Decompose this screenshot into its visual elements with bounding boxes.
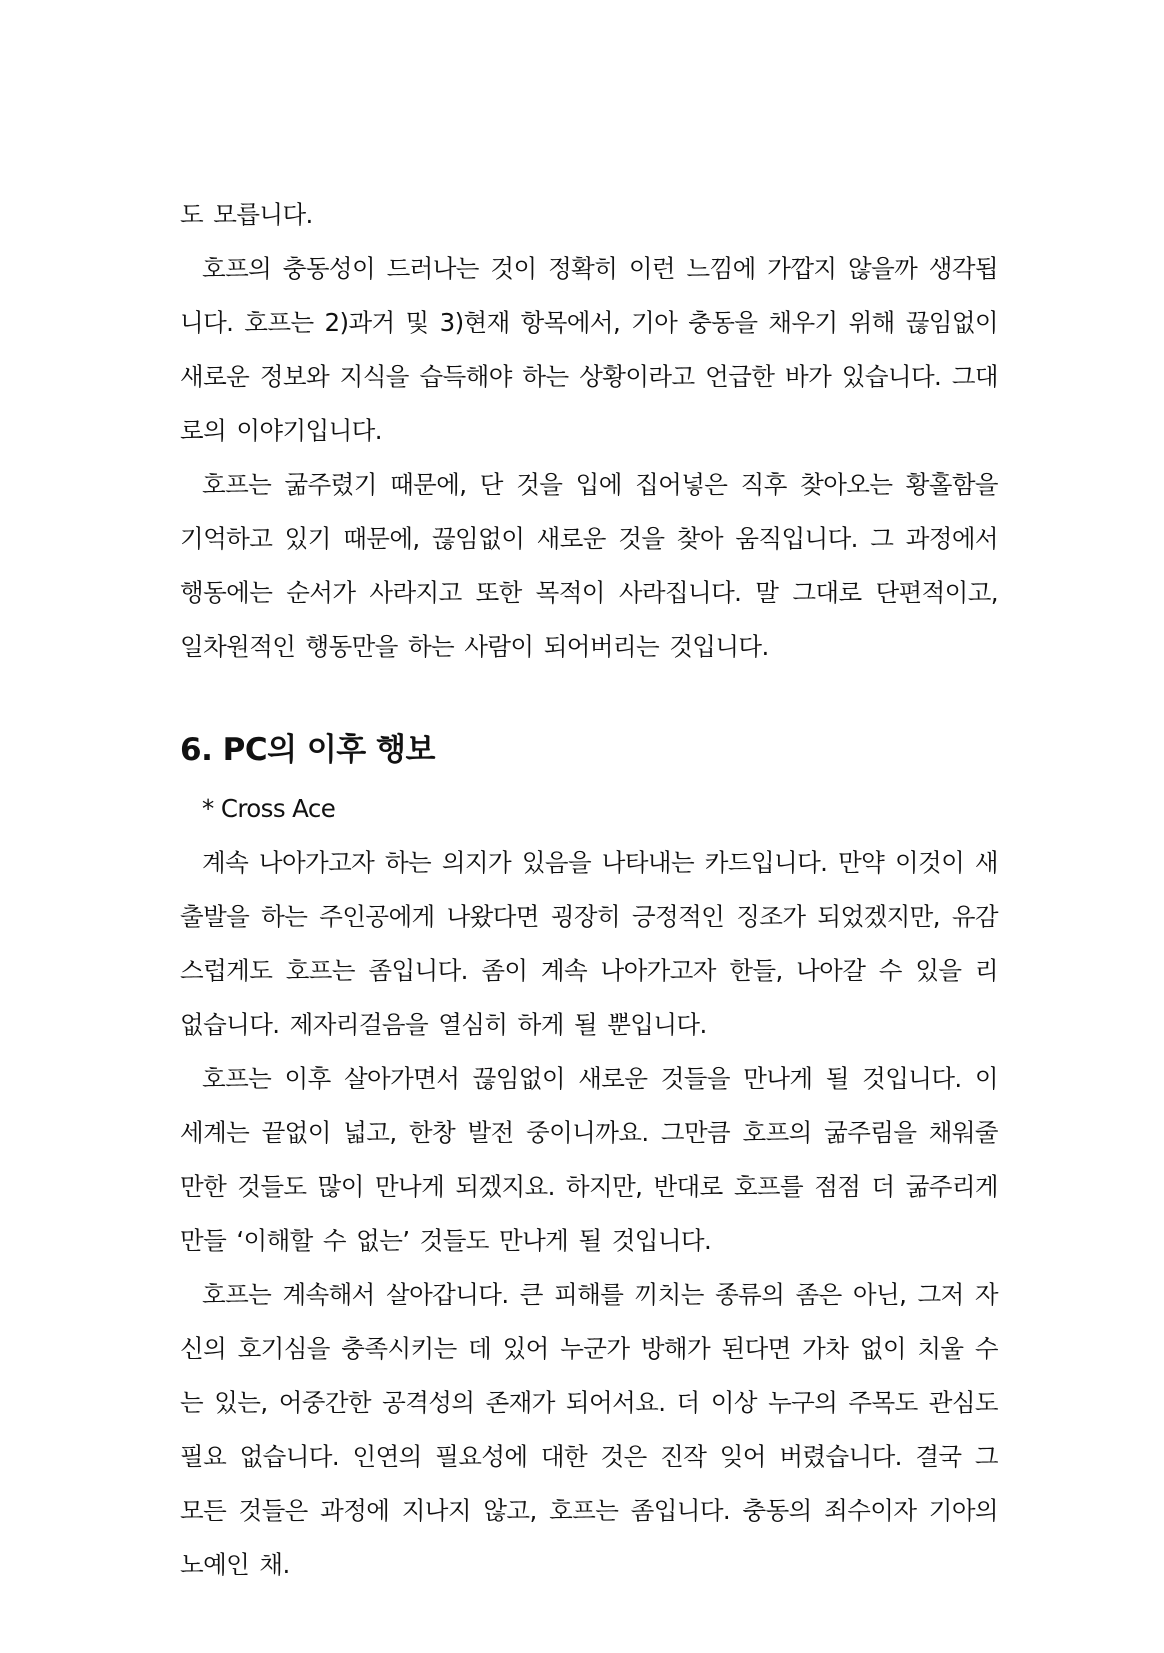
paragraph: 도 모릅니다.: [180, 200, 313, 229]
paragraph: 계속 나아가고자 하는 의지가 있음을 나타내는 카드입니다. 만약 이것이 새 출발을 하는 주인공에게 나왔다면 굉장히 긍정적인 징조가 되었겠지만, 유감스럽게도 호프는 좀입니다. 좀이 계속 나아가고자 한들, 나아갈 수 있을 리 없습니다. 제자리걸음을 열심히 하게 될 뿐입니다.: [180, 848, 998, 1039]
paragraph: 호프의 충동성이 드러나는 것이 정확히 이런 느낌에 가깝지 않을까 생각됩니다. 호프는 2)과거 및 3)현재 항목에서, 기아 충동을 채우기 위해 끊임없이 새로운 정보와 지식을 습득해야 하는 상황이라고 언급한 바가 있습니다. 그대로의 이야기입니다.: [180, 254, 998, 445]
paragraph: 호프는 계속해서 살아갑니다. 큰 피해를 끼치는 종류의 좀은 아닌, 그저 자신의 호기심을 충족시키는 데 있어 누군가 방해가 된다면 가차 없이 치울 수는 있는, 어중간한 공격성의 존재가 되어서요. 더 이상 누구의 주목도 관심도 필요 없습니다. 인연의 필요성에 대한 것은 진작 잊어 버렸습니다. 결국 그 모든 것들은 과정에 지나지 않고, 호프는 좀입니다. 충동의 죄수이자 기아의 노예인 채.: [180, 1280, 998, 1579]
document-page: [180, 188, 998, 1592]
paragraph: 호프는 이후 살아가면서 끊임없이 새로운 것들을 만나게 될 것입니다. 이 세계는 끝없이 넓고, 한창 발전 중이니까요. 그만큼 호프의 굶주림을 채워줄만한 것들도 많이 만나게 되겠지요. 하지만, 반대로 호프를 점점 더 굶주리게 만들 ‘이해할 수 없는’ 것들도 만나게 될 것입니다.: [180, 1064, 998, 1255]
section-heading: 6. PC의 이후 행보: [180, 732, 435, 768]
card-subheading: * Cross Ace: [202, 794, 336, 823]
paragraph: 호프는 굶주렸기 때문에, 단 것을 입에 집어넣은 직후 찾아오는 황홀함을 기억하고 있기 때문에, 끊임없이 새로운 것을 찾아 움직입니다. 그 과정에서 행동에는 순서가 사라지고 또한 목적이 사라집니다. 말 그대로 단편적이고, 일차원적인 행동만을 하는 사람이 되어버리는 것입니다.: [180, 470, 998, 661]
